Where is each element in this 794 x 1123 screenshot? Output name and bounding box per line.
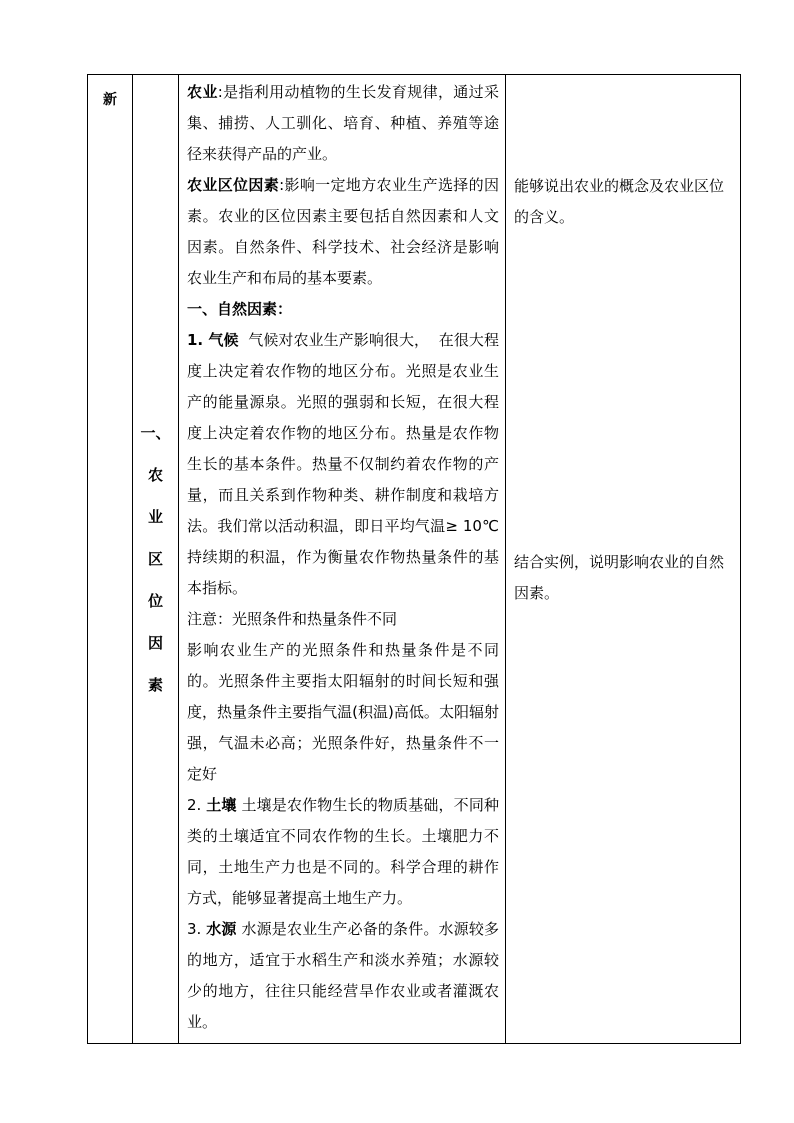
section-label: 新 [103,92,117,108]
agriculture-definition: 农业:是指利用动植物的生长发育规律，通过采集、捕捞、人工驯化、培育、种植、养殖等途径来获得产品的产业。 [187,83,499,163]
content-cell [179,75,506,1044]
objective-2: 结合实例，说明影响农业的自然因素。 [514,553,725,602]
objectives-cell [506,75,741,1044]
topic-char: 农 [147,466,163,484]
term: 1. 气候 [187,331,239,349]
topic-char: 业 [147,508,163,526]
term: 农业 [187,83,218,101]
term: 农业区位因素 [187,176,280,194]
section-cell [88,75,133,1044]
objective-1: 能够说出农业的概念及农业区位的含义。 [514,177,725,226]
heading-natural-factors: 一、自然因素： [187,300,293,318]
topic-char: 区 [147,550,163,568]
lesson-table [87,74,741,1044]
table-row [88,75,741,1044]
location-factor-definition: 农业区位因素:影响一定地方农业生产选择的因素。农业的区位因素主要包括自然因素和人文因素。自然条件、科学技术、社会经济是影响农业生产和布局的基本要素。 [187,176,499,287]
topic-cell [133,75,179,1044]
term: 水源 [206,920,237,938]
note-title: 注意：光照条件和热量条件不同 [187,610,398,628]
note-text: 影响农业生产的光照条件和热量条件是不同的。光照条件主要指太阳辐射的时间长短和强度，热量条件主要指气温(积温)高低。太阳辐射强，气温未必高；光照条件好，热量条件不一定好 [187,641,499,783]
soil-paragraph: 2. 土壤 土壤是农作物生长的物质基础，不同种类的土壤适宜不同农作物的生长。土壤肥力不同，土地生产力也是不同的。科学合理的耕作方式，能够显著提高土地生产力。 [187,796,499,907]
term: 土壤 [206,796,237,814]
topic-char: 因 [147,634,163,652]
topic-char: 一、 [140,424,171,442]
topic-char: 素 [147,676,163,694]
water-paragraph: 3. 水源 水源是农业生产必备的条件。水源较多的地方，适宜于水稻生产和淡水养殖；水源较少的地方，往往只能经营旱作农业或者灌溉农业。 [187,920,499,1031]
topic-char: 位 [147,592,163,610]
climate-paragraph: 1. 气候 气候对农业生产影响很大， 在很大程度上决定着农作物的地区分布。光照是农业生产的能量源泉。光照的强弱和长短，在很大程度上决定着农作物的地区分布。热量是农作物生长的基本条件。热量不仅制约着农作物的产量，而且关系到作物种类、耕作制度和栽培方法。我们常以活动积温，即日平均气温≥ 10℃持续期的积温，作为衡量农作物热量条件的基本指标。 [187,331,500,597]
